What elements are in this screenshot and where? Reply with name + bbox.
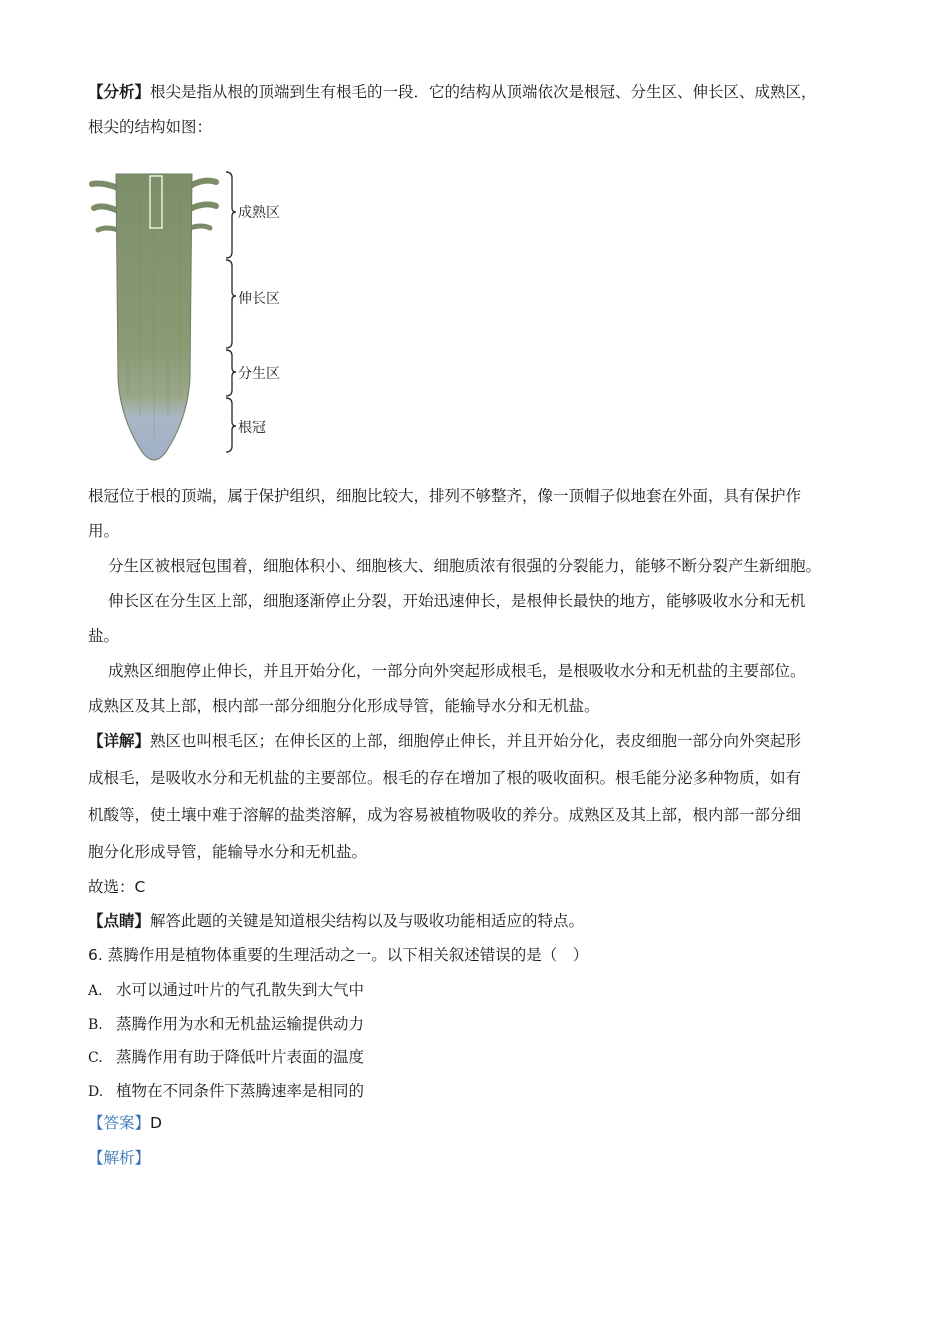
- root-cap-line-2: 用。: [88, 522, 120, 540]
- explanation-tag: 【解析】: [88, 1149, 151, 1167]
- choice-line: [88, 877, 145, 897]
- option-a: [88, 980, 364, 1001]
- analysis-text-1: 根尖是指从根的顶端到生有根毛的一段．它的结构从顶端依次是根冠、分生区、伸长区、成熟区，: [150, 83, 817, 101]
- option-text: 蒸腾作用为水和无机盐运输提供动力: [116, 1015, 365, 1033]
- root-cap-line-1: 根冠位于根的顶端，属于保护组织，细胞比较大，排列不够整齐，像一顶帽子似地套在外面，具有保护作: [88, 487, 802, 505]
- zone-braces: [226, 172, 236, 452]
- comment-text: 解答此题的关键是知道根尖结构以及与吸收功能相适应的特点。: [150, 912, 585, 930]
- answer-tag: 【答案】: [88, 1114, 151, 1132]
- label-maturation-zone: 成熟区: [238, 205, 280, 221]
- option-d: [88, 1081, 364, 1102]
- answer-value: D: [150, 1114, 162, 1132]
- meristem-paragraph: 分生区被根冠包围着，细胞体积小、细胞核大、细胞质浓有很强的分裂能力，能够不断分裂产生新细胞。: [108, 557, 822, 575]
- detail-tag: 【详解】: [88, 731, 151, 750]
- answer-line: [88, 1113, 162, 1133]
- option-letter: B.: [88, 1017, 103, 1033]
- analysis-tag: 【分析】: [88, 82, 151, 101]
- detail-line-1: [88, 731, 801, 751]
- option-text: 水可以通过叶片的气孔散失到大气中: [116, 981, 365, 999]
- question-stem: [88, 945, 588, 965]
- label-root-cap: 根冠: [238, 420, 266, 436]
- option-letter: C.: [88, 1050, 103, 1066]
- option-letter: D.: [88, 1084, 104, 1100]
- elongation-line-2: 盐。: [88, 627, 120, 645]
- choice-value: C: [134, 878, 146, 896]
- detail-line-2: 成根毛，是吸收水分和无机盐的主要部位。根毛的存在增加了根的吸收面积。根毛能分泌多种物质，如有: [88, 769, 802, 787]
- option-letter: A.: [88, 983, 103, 999]
- label-elongation-zone: 伸长区: [238, 291, 280, 307]
- analysis-line-1: [88, 82, 817, 102]
- choice-label: 故选：: [88, 878, 135, 896]
- analysis-line-2: 根尖的结构如图：: [88, 118, 213, 136]
- detail-text-1: 熟区也叫根毛区；在伸长区的上部，细胞停止伸长，并且开始分化，表皮细胞一部分向外突起形: [150, 732, 802, 750]
- maturation-line-2: 成熟区及其上部，根内部一部分细胞分化形成导管，能输导水分和无机盐。: [88, 697, 600, 715]
- comment-tag: 【点睛】: [88, 911, 151, 930]
- option-b: [88, 1014, 364, 1035]
- option-text: 蒸腾作用有助于降低叶片表面的温度: [116, 1048, 365, 1066]
- question-text: 蒸腾作用是植物体重要的生理活动之一。以下相关叙述错误的是（ ）: [102, 946, 589, 964]
- detail-line-3: 机酸等，使土壤中难于溶解的盐类溶解，成为容易被植物吸收的养分。成熟区及其上部，根内部一部分细: [88, 806, 802, 824]
- comment-line: [88, 911, 584, 931]
- root-tip-diagram: [88, 168, 303, 468]
- label-meristem-zone: 分生区: [238, 366, 280, 382]
- question-number: 6.: [88, 946, 103, 964]
- option-text: 植物在不同条件下蒸腾速率是相同的: [116, 1082, 365, 1100]
- detail-line-4: 胞分化形成导管，能输导水分和无机盐。: [88, 843, 368, 861]
- option-c: [88, 1047, 364, 1068]
- elongation-line-1: 伸长区在分生区上部，细胞逐渐停止分裂，开始迅速伸长，是根伸长最快的地方，能够吸收水分和无机: [108, 592, 806, 610]
- maturation-line-1: 成熟区细胞停止伸长，并且开始分化，一部分向外突起形成根毛，是根吸收水分和无机盐的主要部位。: [108, 662, 806, 680]
